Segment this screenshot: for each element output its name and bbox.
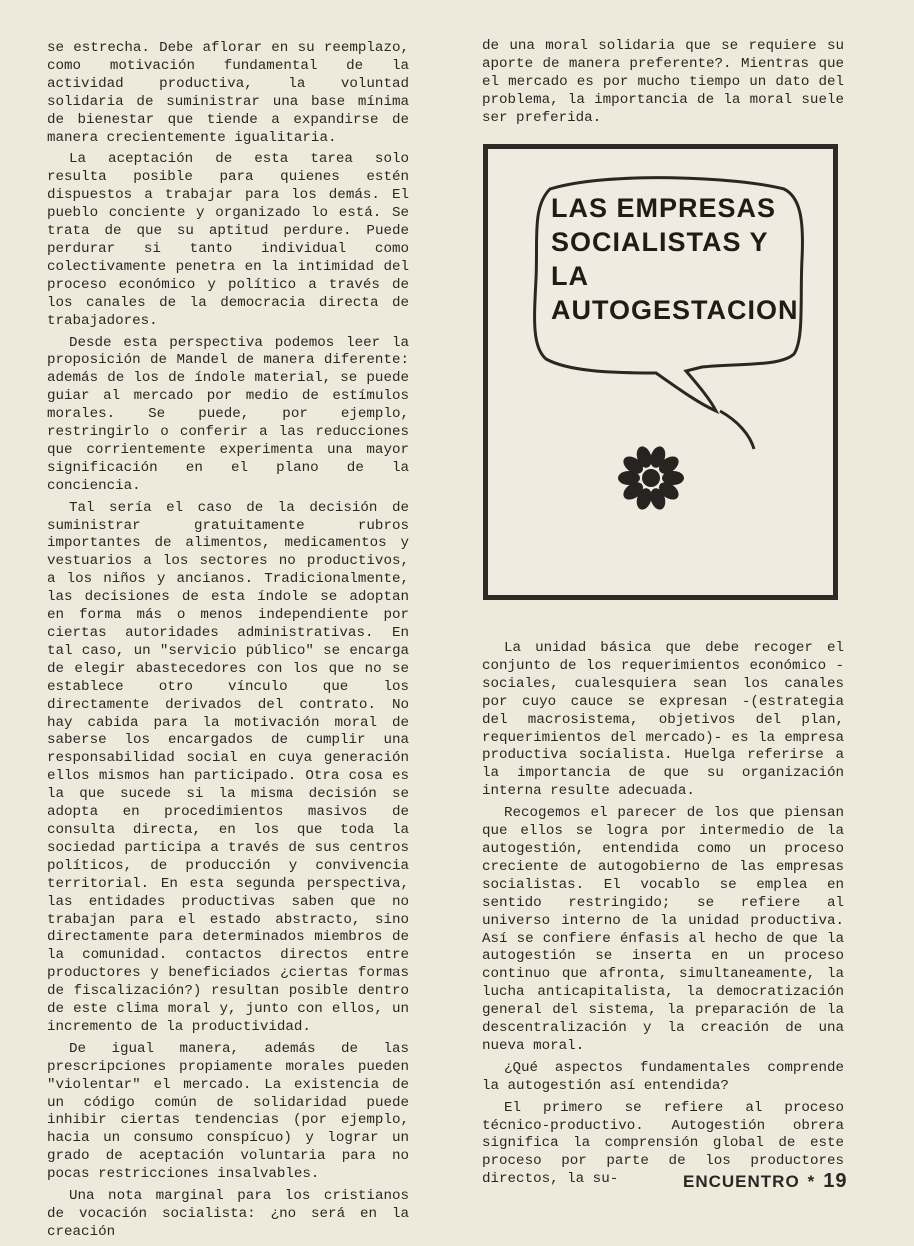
left-column <box>47 40 409 1246</box>
paragraph: De igual manera, además de las prescripciones propiamente morales pueden "violentar" el mercado. La existencia de un código común de solidaridad puede inhibir ciertas tendencias (por ejemplo, hacia un consumo conspícuo) y lograr un grado de aceptación voluntaria para no pocas restricciones insalvables. <box>47 1040 409 1183</box>
paragraph: Tal sería el caso de la decisión de suministrar gratuitamente rubros importantes de alimentos, medicamentos y vestuarios a los sectores no productivos, a los niños y ancianos. Tradicionalmente, las decisiones de esta índole se adoptan en forma más o menos independiente por ciertas autoridades administrativas. En tal caso, un "servicio público" se encarga de elegir abastecedores con los que no se establece otro vínculo que los directamente derivados del contrato. No hay cabida para la motivación moral de saberse los encargados de cumplir una responsabilidad social en cuya generación ellos mismos han participado. Otra cosa es la que sucede si la misma decisión se adopta en procedimientos masivos de consulta directa, en los que toda la sociedad participa a través de sus centros políticos, de producción y convivencia territorial. En esta segunda perspectiva, las entidades productivas saben que no trabajan para el estado abstracto, sino directamente para determinados miembros de la comunidad. contactos directos entre productores y beneficiados ¿ciertas formas de fiscalización?) resultan posible dentro de este clima moral y, junto con ellos, un incremento de la productividad. <box>47 499 409 1035</box>
paragraph: Desde esta perspectiva podemos leer la proposición de Mandel de manera diferente: además de los de índole material, se puede guiar al mercado por medio de estímulos morales. Se puede, por ejemplo, restringirlo o conferir a las reducciones que corrientemente experimenta una mayor significación en el plano de la conciencia. <box>47 334 409 494</box>
flower-icon <box>613 440 689 516</box>
paragraph: se estrecha. Debe aflorar en su reemplazo, como motivación fundamental de la actividad productiva, la voluntad solidaria de suministrar una base mínima de bienestar que tiende a expandirse de manera crecientemente igualitaria. <box>47 40 409 146</box>
footer-separator: * <box>807 1172 816 1191</box>
poster-illustration <box>483 144 838 600</box>
page-number: 19 <box>823 1170 848 1192</box>
paragraph: ¿Qué aspectos fundamentales comprende la autogestión así entendida? <box>482 1059 844 1094</box>
paragraph: El primero se refiere al proceso técnico-productivo. Autogestión obrera significa la comprensión global de este proceso por parte de los productores directos, la su- <box>482 1099 844 1188</box>
paragraph: Recogemos el parecer de los que piensan que ellos se logra por intermedio de la autogestión, entendida como un proceso creciente de autogobierno de las empresas socialistas. El vocablo se emplea en sentido restringido; se refiere al universo interno de la unidad productiva. Así se confiere énfasis al hecho de que la autogestión se inserta en un proceso continuo que afronta, simultaneamente, la lucha anticapitalista, la democratización general del sistema, la preparación de la descentralización y la creación de una nueva moral. <box>482 805 844 1054</box>
right-column-bottom <box>482 640 844 1193</box>
poster-title: LAS EMPRESAS SOCIALISTAS Y LA AUTOGESTACION <box>551 193 799 325</box>
paragraph: Una nota marginal para los cristianos de vocación socialista: ¿no será en la creación <box>47 1188 409 1240</box>
paragraph: La aceptación de esta tarea solo resulta posible para quienes estén dispuestos a trabajar para los demás. El pueblo conciente y organizado lo está. Se trata de que su aptitud perdure. Puede perdurar si tanto individual como colectivamente penetra en la intimidad del proceso económico y político a través de los canales de la democracia directa de trabajadores. <box>47 151 409 329</box>
page-footer <box>683 1170 848 1193</box>
right-column-top <box>482 38 844 132</box>
magazine-name: ENCUENTRO <box>683 1172 800 1191</box>
paragraph: La unidad básica que debe recoger el conjunto de los requerimientos económico - sociales, cualesquiera sean los canales por cuyo cauce se expresan -(estrategia del macrosistema, objetivos del plan, requerimientos del mercado)- es la empresa productiva socialista. Huelga referirse a la importancia de que su organización interna resulte adecuada. <box>482 640 844 800</box>
paragraph: de una moral solidaria que se requiere su aporte de manera preferente?. Mientras que el mercado es por mucho tiempo un dato del problema, la importancia de la moral suele ser preferida. <box>482 38 844 126</box>
